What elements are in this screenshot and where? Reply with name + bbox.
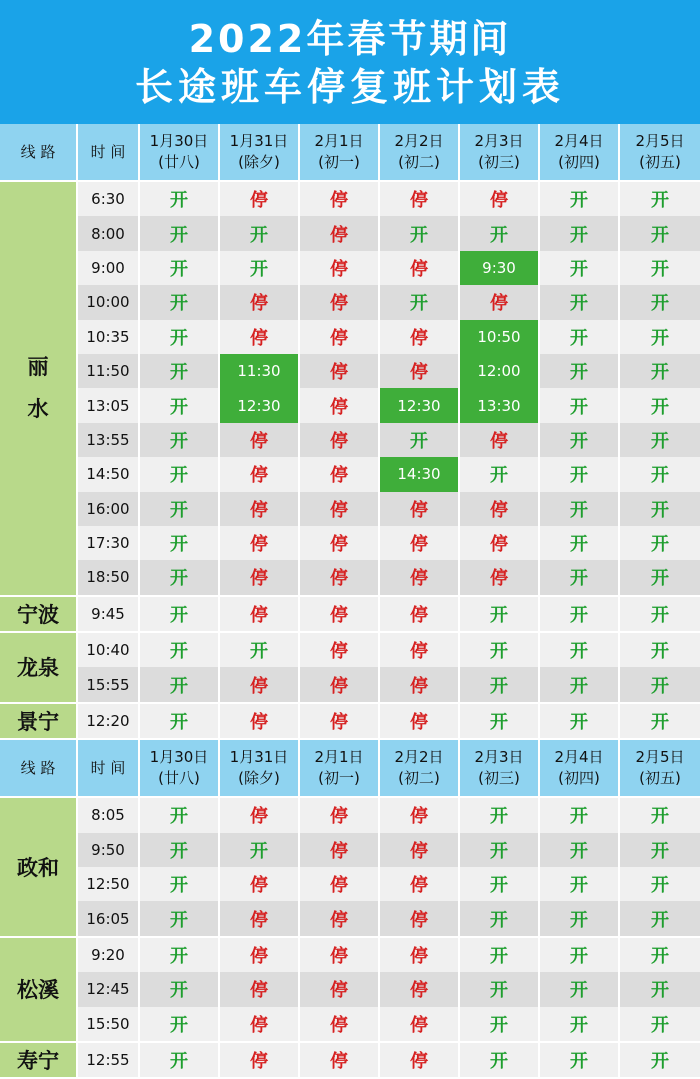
table-row [78,251,700,285]
status-stop: 停 [380,354,460,388]
header-date: 2月1日 [314,748,364,767]
header-date: 2月5日 [635,132,685,150]
table-row [78,901,700,935]
status-open: 开 [460,938,540,972]
status-open: 开 [540,867,620,901]
table-row [78,633,700,667]
status-open: 开 [540,972,620,1006]
status-stop: 停 [300,798,380,832]
header-date: 1月31日 [229,132,289,150]
status-stop: 停 [380,597,460,631]
route-name: 宁波 [17,602,59,627]
status-open: 开 [540,1043,620,1077]
status-open: 开 [540,354,620,388]
route-name: 松溪 [17,978,59,1003]
status-open: 开 [540,938,620,972]
status-open: 开 [540,901,620,935]
header-date: 2月3日 [474,748,524,767]
status-open: 开 [460,597,540,631]
table-row [78,667,700,701]
status-open: 开 [620,633,700,667]
status-stop: 停 [460,423,540,457]
header-lunar: (初一) [318,769,360,788]
route-label [0,1043,78,1077]
status-adjusted-time: 10:50 [460,320,540,354]
table-row [78,597,700,631]
status-adjusted-time: 12:30 [220,388,300,422]
status-open: 开 [540,1007,620,1041]
route-label [0,633,78,702]
departure-time: 10:35 [78,320,140,354]
status-open: 开 [540,798,620,832]
status-stop: 停 [220,423,300,457]
route-label [0,938,78,1041]
table-row [78,1043,700,1077]
status-stop: 停 [300,423,380,457]
schedule-table [0,124,700,1079]
departure-time: 12:55 [78,1043,140,1077]
departure-time: 12:50 [78,867,140,901]
status-stop: 停 [300,182,380,216]
header-date: 2月1日 [314,132,364,150]
departure-time: 8:05 [78,798,140,832]
status-stop: 停 [220,597,300,631]
status-open: 开 [140,1007,220,1041]
status-open: 开 [620,798,700,832]
status-open: 开 [140,901,220,935]
header-time: 时 间 [78,124,140,180]
status-open: 开 [140,320,220,354]
status-stop: 停 [380,560,460,594]
status-stop: 停 [380,704,460,738]
status-open: 开 [380,285,460,319]
status-open: 开 [620,867,700,901]
table-row [78,216,700,250]
status-open: 开 [140,560,220,594]
status-open: 开 [540,182,620,216]
header-date: 2月2日 [394,748,444,767]
table-row [78,354,700,388]
status-open: 开 [620,704,700,738]
departure-time: 9:45 [78,597,140,631]
status-open: 开 [460,704,540,738]
table-row [78,388,700,422]
header-date: 2月5日 [635,748,685,767]
status-open: 开 [620,216,700,250]
route-label [0,798,78,936]
route-name: 景宁 [17,710,59,735]
status-open: 开 [140,457,220,491]
status-open: 开 [620,354,700,388]
status-open: 开 [620,1007,700,1041]
status-stop: 停 [220,182,300,216]
table-header-row [0,124,700,182]
header-date-col [460,124,540,180]
route-name: 政和 [17,856,59,881]
table-row [78,320,700,354]
status-open: 开 [620,972,700,1006]
status-open: 开 [620,423,700,457]
status-stop: 停 [380,633,460,667]
status-open: 开 [460,901,540,935]
status-open: 开 [540,667,620,701]
header-date: 1月31日 [229,748,289,767]
status-stop: 停 [220,798,300,832]
status-open: 开 [460,972,540,1006]
route-label [0,597,78,631]
status-stop: 停 [220,320,300,354]
header-date-col [540,740,620,796]
status-open: 开 [140,1043,220,1077]
status-open: 开 [620,667,700,701]
header-date-col [220,740,300,796]
route-group [0,1043,700,1079]
status-stop: 停 [460,560,540,594]
status-stop: 停 [220,285,300,319]
status-adjusted-time: 13:30 [460,388,540,422]
status-stop: 停 [220,457,300,491]
status-open: 开 [140,867,220,901]
route-rows [78,798,700,936]
status-open: 开 [220,216,300,250]
status-adjusted-time: 14:30 [380,457,460,491]
route-name: 丽水 [27,355,49,422]
header-date: 1月30日 [149,748,209,767]
status-open: 开 [380,423,460,457]
status-stop: 停 [220,938,300,972]
status-open: 开 [460,833,540,867]
status-open: 开 [140,633,220,667]
status-open: 开 [460,1007,540,1041]
status-stop: 停 [300,972,380,1006]
route-group [0,633,700,704]
status-open: 开 [620,560,700,594]
status-open: 开 [460,457,540,491]
header-date: 2月2日 [394,132,444,150]
status-stop: 停 [300,833,380,867]
route-group [0,182,700,597]
status-stop: 停 [380,972,460,1006]
status-adjusted-time: 11:30 [220,354,300,388]
status-open: 开 [620,938,700,972]
table-row [78,938,700,972]
status-stop: 停 [380,1043,460,1077]
status-open: 开 [140,667,220,701]
header-lunar: (初二) [398,153,440,171]
status-open: 开 [140,285,220,319]
route-rows [78,597,700,631]
status-open: 开 [540,560,620,594]
status-open: 开 [620,285,700,319]
status-open: 开 [620,1043,700,1077]
status-open: 开 [220,833,300,867]
status-stop: 停 [300,1043,380,1077]
status-stop: 停 [380,901,460,935]
status-stop: 停 [300,526,380,560]
status-open: 开 [620,597,700,631]
status-open: 开 [620,901,700,935]
status-stop: 停 [460,285,540,319]
table-row [78,704,700,738]
status-open: 开 [620,388,700,422]
status-stop: 停 [380,320,460,354]
departure-time: 17:30 [78,526,140,560]
status-open: 开 [140,423,220,457]
header-lunar: (除夕) [238,769,280,788]
header-date-col [220,124,300,180]
status-stop: 停 [300,216,380,250]
departure-time: 12:45 [78,972,140,1006]
table-row [78,1007,700,1041]
status-open: 开 [540,388,620,422]
departure-time: 10:40 [78,633,140,667]
table-row [78,972,700,1006]
status-open: 开 [540,704,620,738]
header-lunar: (初五) [639,153,681,171]
status-stop: 停 [300,285,380,319]
status-stop: 停 [300,901,380,935]
header-date-col [620,740,700,796]
departure-time: 18:50 [78,560,140,594]
status-stop: 停 [300,388,380,422]
header-date-col [460,740,540,796]
status-adjusted-time: 12:30 [380,388,460,422]
header-date: 2月3日 [474,132,524,150]
header-lunar: (初三) [478,769,520,788]
status-open: 开 [540,251,620,285]
status-open: 开 [540,216,620,250]
header-lunar: (初五) [639,769,681,788]
status-open: 开 [540,833,620,867]
route-label [0,704,78,738]
status-stop: 停 [220,704,300,738]
departure-time: 15:50 [78,1007,140,1041]
status-stop: 停 [380,526,460,560]
route-label [0,182,78,595]
status-stop: 停 [380,667,460,701]
table-row [78,798,700,832]
departure-time: 13:55 [78,423,140,457]
status-stop: 停 [380,182,460,216]
status-stop: 停 [380,938,460,972]
title-line-1: 2022年春节期间 [188,17,512,61]
header-date: 1月30日 [149,132,209,150]
status-stop: 停 [300,867,380,901]
status-open: 开 [220,633,300,667]
departure-time: 6:30 [78,182,140,216]
route-name: 寿宁 [17,1049,59,1074]
status-open: 开 [620,492,700,526]
header-date-col [620,124,700,180]
header-date-col [140,124,220,180]
status-stop: 停 [460,526,540,560]
status-open: 开 [140,938,220,972]
title-banner [0,0,700,124]
status-stop: 停 [300,457,380,491]
status-open: 开 [540,597,620,631]
status-stop: 停 [300,938,380,972]
status-open: 开 [620,251,700,285]
status-stop: 停 [300,597,380,631]
status-stop: 停 [220,667,300,701]
status-stop: 停 [300,560,380,594]
departure-time: 8:00 [78,216,140,250]
table-row [78,182,700,216]
status-open: 开 [140,492,220,526]
route-rows [78,633,700,702]
route-rows [78,704,700,738]
departure-time: 14:50 [78,457,140,491]
status-stop: 停 [220,867,300,901]
status-stop: 停 [460,182,540,216]
status-open: 开 [460,798,540,832]
status-stop: 停 [300,667,380,701]
status-stop: 停 [220,901,300,935]
status-open: 开 [540,633,620,667]
header-lunar: (初二) [398,769,440,788]
status-stop: 停 [300,320,380,354]
table-row [78,526,700,560]
header-lunar: (初三) [478,153,520,171]
status-stop: 停 [300,633,380,667]
status-stop: 停 [220,972,300,1006]
status-stop: 停 [220,492,300,526]
status-open: 开 [220,251,300,285]
status-open: 开 [460,1043,540,1077]
status-open: 开 [140,388,220,422]
header-date-col [140,740,220,796]
status-open: 开 [620,457,700,491]
header-lunar: (初四) [558,769,600,788]
status-open: 开 [540,320,620,354]
status-open: 开 [140,251,220,285]
header-date-col [300,740,380,796]
status-open: 开 [540,423,620,457]
departure-time: 10:00 [78,285,140,319]
status-open: 开 [620,833,700,867]
route-group [0,704,700,740]
header-date-col [540,124,620,180]
status-adjusted-time: 12:00 [460,354,540,388]
status-open: 开 [140,798,220,832]
header-route: 线 路 [0,124,78,180]
departure-time: 15:55 [78,667,140,701]
table-row [78,492,700,526]
status-open: 开 [540,457,620,491]
header-lunar: (廿八) [158,769,200,788]
departure-time: 12:20 [78,704,140,738]
status-stop: 停 [220,1043,300,1077]
status-stop: 停 [300,492,380,526]
status-stop: 停 [380,798,460,832]
table-row [78,423,700,457]
status-stop: 停 [220,1007,300,1041]
route-group [0,938,700,1043]
status-open: 开 [140,833,220,867]
departure-time: 9:00 [78,251,140,285]
route-rows [78,938,700,1041]
status-open: 开 [140,972,220,1006]
departure-time: 9:20 [78,938,140,972]
status-open: 开 [460,216,540,250]
status-open: 开 [140,182,220,216]
header-date: 2月4日 [554,132,604,150]
status-stop: 停 [380,867,460,901]
route-name: 龙泉 [17,656,59,681]
status-open: 开 [460,667,540,701]
status-open: 开 [140,704,220,738]
status-open: 开 [460,633,540,667]
status-stop: 停 [380,492,460,526]
status-stop: 停 [300,354,380,388]
status-stop: 停 [300,1007,380,1041]
status-open: 开 [620,182,700,216]
header-date-col [380,740,460,796]
status-open: 开 [140,597,220,631]
status-stop: 停 [380,1007,460,1041]
departure-time: 11:50 [78,354,140,388]
table-row [78,285,700,319]
route-rows [78,1043,700,1077]
route-rows [78,182,700,595]
status-stop: 停 [460,492,540,526]
status-open: 开 [540,492,620,526]
route-group [0,798,700,938]
header-lunar: (廿八) [158,153,200,171]
departure-time: 16:05 [78,901,140,935]
table-row [78,560,700,594]
departure-time: 13:05 [78,388,140,422]
status-open: 开 [620,526,700,560]
header-date: 2月4日 [554,748,604,767]
status-open: 开 [140,216,220,250]
status-open: 开 [540,526,620,560]
table-row [78,833,700,867]
status-open: 开 [540,285,620,319]
status-open: 开 [460,867,540,901]
status-open: 开 [620,320,700,354]
title-line-2: 长途班车停复班计划表 [134,65,565,109]
header-lunar: (初一) [318,153,360,171]
status-stop: 停 [220,560,300,594]
status-open: 开 [380,216,460,250]
departure-time: 9:50 [78,833,140,867]
table-header-row [0,740,700,798]
status-stop: 停 [220,526,300,560]
header-lunar: (除夕) [238,153,280,171]
status-stop: 停 [300,251,380,285]
header-lunar: (初四) [558,153,600,171]
status-stop: 停 [380,833,460,867]
route-group [0,597,700,633]
status-open: 开 [140,526,220,560]
header-date-col [380,124,460,180]
header-route: 线 路 [0,740,78,796]
status-open: 开 [140,354,220,388]
departure-time: 16:00 [78,492,140,526]
status-stop: 停 [300,704,380,738]
header-date-col [300,124,380,180]
status-stop: 停 [380,251,460,285]
header-time: 时 间 [78,740,140,796]
table-row [78,867,700,901]
status-adjusted-time: 9:30 [460,251,540,285]
table-row [78,457,700,491]
